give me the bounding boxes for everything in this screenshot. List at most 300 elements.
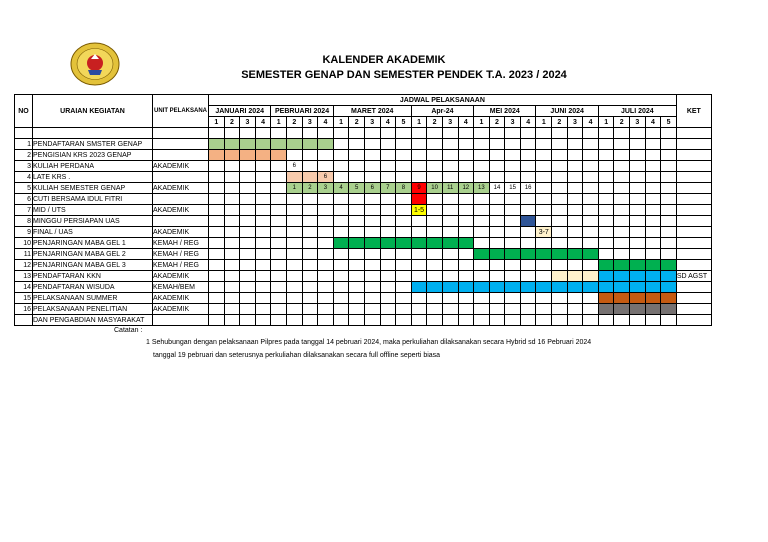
schedule-cell xyxy=(255,260,271,271)
schedule-cell xyxy=(318,227,334,238)
schedule-cell xyxy=(411,271,427,282)
empty-cell xyxy=(567,128,583,139)
schedule-cell xyxy=(271,304,287,315)
row-activity: MID / UTS xyxy=(33,205,153,216)
schedule-cell xyxy=(380,194,396,205)
schedule-cell xyxy=(598,304,614,315)
schedule-cell xyxy=(630,238,646,249)
week-number-header: 1 xyxy=(536,117,552,128)
schedule-cell xyxy=(333,172,349,183)
empty-cell xyxy=(458,128,474,139)
schedule-cell xyxy=(489,271,505,282)
row-unit: AKADEMIK xyxy=(153,271,209,282)
schedule-cell xyxy=(396,260,412,271)
schedule-cell xyxy=(536,271,552,282)
schedule-cell xyxy=(474,282,490,293)
row-activity: PENDAFTARAN WISUDA xyxy=(33,282,153,293)
schedule-cell xyxy=(583,161,599,172)
schedule-cell xyxy=(427,216,443,227)
schedule-cell xyxy=(598,282,614,293)
schedule-cell xyxy=(349,249,365,260)
schedule-cell-label: 2 xyxy=(308,185,312,191)
row-unit: AKADEMIK xyxy=(153,227,209,238)
schedule-cell xyxy=(598,161,614,172)
schedule-cell xyxy=(442,282,458,293)
row-ket xyxy=(676,139,711,150)
week-number-header: 4 xyxy=(255,117,271,128)
schedule-cell xyxy=(567,161,583,172)
schedule-cell xyxy=(364,205,380,216)
schedule-cell xyxy=(520,238,536,249)
schedule-cell xyxy=(380,161,396,172)
schedule-cell-label: 6 xyxy=(292,163,296,169)
schedule-cell xyxy=(442,315,458,326)
schedule-cell xyxy=(489,150,505,161)
schedule-cell-label: 5 xyxy=(354,185,359,191)
schedule-cell xyxy=(302,293,318,304)
schedule-cell xyxy=(333,139,349,150)
schedule-cell xyxy=(567,194,583,205)
row-unit: KEMAH / REG xyxy=(153,238,209,249)
schedule-cell xyxy=(364,260,380,271)
schedule-cell xyxy=(286,315,302,326)
row-unit: KEMAH / REG xyxy=(153,260,209,271)
schedule-cell xyxy=(333,227,349,238)
schedule-cell xyxy=(411,216,427,227)
schedule-cell xyxy=(489,172,505,183)
schedule-cell xyxy=(427,161,443,172)
schedule-cell xyxy=(224,150,240,161)
week-number-header: 2 xyxy=(552,117,568,128)
row-activity: MINGGU PERSIAPAN UAS xyxy=(33,216,153,227)
schedule-cell-label: 15 xyxy=(509,185,516,191)
schedule-cell xyxy=(411,227,427,238)
note-line-2: tanggal 19 pebruari dan seterusnya perkuliahan dilaksanakan secara full offline seperti biasa xyxy=(153,352,441,359)
schedule-cell xyxy=(302,194,318,205)
schedule-cell xyxy=(552,293,568,304)
schedule-cell xyxy=(630,304,646,315)
schedule-cell xyxy=(349,194,365,205)
header-row-1 xyxy=(15,95,712,106)
row-unit xyxy=(153,172,209,183)
row-number: 15 xyxy=(15,293,33,304)
schedule-cell xyxy=(349,161,365,172)
table-row xyxy=(15,161,712,172)
schedule-cell xyxy=(583,271,599,282)
schedule-cell xyxy=(505,216,521,227)
schedule-cell xyxy=(427,205,443,216)
schedule-cell xyxy=(380,183,396,194)
schedule-cell xyxy=(286,161,302,172)
schedule-cell xyxy=(520,315,536,326)
schedule-cell xyxy=(364,238,380,249)
schedule-cell xyxy=(474,227,490,238)
table-row xyxy=(15,293,712,304)
empty-cell xyxy=(552,128,568,139)
schedule-cell xyxy=(364,161,380,172)
schedule-cell xyxy=(271,227,287,238)
week-number-header: 3 xyxy=(442,117,458,128)
schedule-cell xyxy=(427,183,443,194)
table-row xyxy=(15,304,712,315)
row-activity: LATE KRS . xyxy=(33,172,153,183)
schedule-cell xyxy=(224,139,240,150)
schedule-cell-label: 9 xyxy=(417,185,421,191)
schedule-cell xyxy=(583,194,599,205)
schedule-cell xyxy=(302,139,318,150)
notes-label: Catatan : xyxy=(114,327,143,334)
schedule-cell xyxy=(645,139,661,150)
schedule-cell xyxy=(333,216,349,227)
schedule-cell xyxy=(442,304,458,315)
schedule-cell xyxy=(661,150,677,161)
schedule-cell xyxy=(396,249,412,260)
schedule-cell xyxy=(255,304,271,315)
schedule-cell xyxy=(489,315,505,326)
row-number: 7 xyxy=(15,205,33,216)
schedule-cell xyxy=(489,282,505,293)
schedule-cell xyxy=(630,183,646,194)
schedule-cell xyxy=(567,304,583,315)
schedule-cell xyxy=(224,205,240,216)
empty-cell xyxy=(302,128,318,139)
week-number-header: 1 xyxy=(333,117,349,128)
schedule-cell xyxy=(224,249,240,260)
empty-cell xyxy=(271,128,287,139)
schedule-cell xyxy=(286,183,302,194)
schedule-cell xyxy=(520,249,536,260)
row-number: 5 xyxy=(15,183,33,194)
row-activity: PENJARINGAN MABA GEL 2 xyxy=(33,249,153,260)
schedule-cell xyxy=(567,315,583,326)
schedule-cell xyxy=(255,183,271,194)
schedule-cell xyxy=(271,271,287,282)
schedule-cell xyxy=(583,315,599,326)
schedule-cell xyxy=(474,216,490,227)
schedule-cell xyxy=(380,293,396,304)
schedule-cell xyxy=(286,293,302,304)
schedule-cell xyxy=(286,194,302,205)
schedule-cell xyxy=(240,304,256,315)
schedule-cell xyxy=(614,304,630,315)
empty-cell xyxy=(645,128,661,139)
row-ket xyxy=(676,282,711,293)
schedule-cell xyxy=(224,304,240,315)
schedule-cell xyxy=(458,205,474,216)
schedule-cell xyxy=(349,139,365,150)
schedule-cell xyxy=(209,271,225,282)
schedule-cell xyxy=(614,315,630,326)
schedule-cell xyxy=(598,260,614,271)
schedule-cell xyxy=(614,260,630,271)
schedule-cell xyxy=(474,194,490,205)
schedule-cell xyxy=(458,194,474,205)
empty-cell xyxy=(411,128,427,139)
schedule-cell xyxy=(536,315,552,326)
schedule-cell xyxy=(318,271,334,282)
schedule-cell xyxy=(396,282,412,293)
schedule-cell xyxy=(224,227,240,238)
schedule-cell xyxy=(255,293,271,304)
schedule-cell xyxy=(474,293,490,304)
row-number: 6 xyxy=(15,194,33,205)
week-number-header: 3 xyxy=(240,117,256,128)
table-row xyxy=(15,139,712,150)
schedule-cell xyxy=(364,249,380,260)
schedule-cell xyxy=(536,161,552,172)
schedule-cell xyxy=(209,172,225,183)
schedule-cell xyxy=(255,216,271,227)
header-jadwal: JADWAL PELAKSANAAN xyxy=(209,95,677,106)
schedule-cell xyxy=(427,227,443,238)
schedule-cell xyxy=(583,150,599,161)
schedule-cell xyxy=(552,271,568,282)
row-number: 8 xyxy=(15,216,33,227)
schedule-cell xyxy=(349,150,365,161)
schedule-cell xyxy=(396,172,412,183)
schedule-cell xyxy=(411,183,427,194)
schedule-cell xyxy=(520,271,536,282)
schedule-cell xyxy=(209,139,225,150)
empty-cell xyxy=(630,128,646,139)
schedule-cell xyxy=(442,194,458,205)
row-activity: KULIAH PERDANA xyxy=(33,161,153,172)
schedule-cell xyxy=(396,161,412,172)
schedule-cell xyxy=(240,172,256,183)
schedule-cell xyxy=(302,238,318,249)
row-number: 16 xyxy=(15,304,33,315)
schedule-cell xyxy=(318,304,334,315)
schedule-cell xyxy=(614,238,630,249)
schedule-cell xyxy=(380,315,396,326)
week-number-header: 2 xyxy=(614,117,630,128)
schedule-cell xyxy=(364,227,380,238)
schedule-cell xyxy=(645,271,661,282)
schedule-cell-label: 1-5 xyxy=(413,206,425,214)
month-header: JUNI 2024 xyxy=(536,106,598,117)
row-ket xyxy=(676,227,711,238)
schedule-cell xyxy=(474,260,490,271)
note-line-1: 1 Sehubungan dengan pelaksanaan Pilpres pada tanggal 14 pebruari 2024, maka perkuliahan dilaksanakan secara Hybrid sd 16 Pebruari 2024 xyxy=(146,339,592,346)
schedule-cell xyxy=(318,172,334,183)
row-activity: PENGISIAN KRS 2023 GENAP xyxy=(33,150,153,161)
row-ket xyxy=(676,249,711,260)
row-number: 4 xyxy=(15,172,33,183)
schedule-cell xyxy=(442,271,458,282)
schedule-cell xyxy=(333,194,349,205)
table-row xyxy=(15,227,712,238)
schedule-cell xyxy=(224,172,240,183)
schedule-cell xyxy=(396,271,412,282)
schedule-cell xyxy=(255,139,271,150)
schedule-cell xyxy=(396,227,412,238)
schedule-cell xyxy=(209,293,225,304)
schedule-cell xyxy=(598,216,614,227)
schedule-cell xyxy=(505,183,521,194)
schedule-cell xyxy=(583,238,599,249)
schedule-cell xyxy=(271,161,287,172)
month-header: JANUARI 2024 xyxy=(209,106,271,117)
schedule-cell xyxy=(396,304,412,315)
schedule-cell xyxy=(630,271,646,282)
schedule-cell xyxy=(442,238,458,249)
schedule-cell xyxy=(271,249,287,260)
schedule-cell xyxy=(474,249,490,260)
schedule-cell xyxy=(598,183,614,194)
schedule-cell xyxy=(286,227,302,238)
week-number-header: 1 xyxy=(598,117,614,128)
schedule-cell xyxy=(474,172,490,183)
schedule-cell xyxy=(442,139,458,150)
schedule-cell xyxy=(349,282,365,293)
schedule-cell xyxy=(224,238,240,249)
schedule-cell xyxy=(661,172,677,183)
schedule-cell xyxy=(520,293,536,304)
schedule-cell xyxy=(520,260,536,271)
schedule-cell xyxy=(364,293,380,304)
schedule-cell xyxy=(427,260,443,271)
schedule-cell xyxy=(364,150,380,161)
schedule-cell xyxy=(209,260,225,271)
schedule-cell xyxy=(411,205,427,216)
schedule-cell xyxy=(536,183,552,194)
empty-cell xyxy=(364,128,380,139)
schedule-cell xyxy=(349,183,365,194)
schedule-cell xyxy=(505,172,521,183)
schedule-cell xyxy=(614,172,630,183)
schedule-cell-label: 3-7 xyxy=(538,228,549,236)
week-number-header: 3 xyxy=(364,117,380,128)
schedule-cell xyxy=(489,304,505,315)
schedule-cell xyxy=(286,304,302,315)
schedule-cell xyxy=(645,216,661,227)
schedule-cell xyxy=(240,249,256,260)
schedule-cell xyxy=(520,161,536,172)
schedule-cell xyxy=(271,139,287,150)
schedule-cell xyxy=(364,315,380,326)
schedule-cell xyxy=(364,271,380,282)
row-ket xyxy=(676,194,711,205)
schedule-cell xyxy=(411,282,427,293)
schedule-cell xyxy=(552,238,568,249)
week-number-header: 5 xyxy=(396,117,412,128)
schedule-cell-label: 8 xyxy=(401,185,406,191)
month-header: JULI 2024 xyxy=(598,106,676,117)
schedule-cell xyxy=(442,227,458,238)
schedule-cell-label: 7 xyxy=(386,185,390,191)
schedule-cell xyxy=(380,304,396,315)
schedule-cell xyxy=(661,216,677,227)
schedule-cell xyxy=(520,205,536,216)
schedule-cell xyxy=(645,282,661,293)
schedule-cell xyxy=(271,216,287,227)
schedule-cell xyxy=(645,205,661,216)
schedule-cell xyxy=(645,150,661,161)
schedule-cell xyxy=(442,172,458,183)
schedule-cell xyxy=(567,238,583,249)
schedule-cell xyxy=(458,282,474,293)
empty-cell xyxy=(442,128,458,139)
schedule-cell xyxy=(255,150,271,161)
schedule-cell xyxy=(630,150,646,161)
schedule-cell xyxy=(333,304,349,315)
schedule-cell xyxy=(598,172,614,183)
schedule-cell xyxy=(240,194,256,205)
schedule-cell xyxy=(411,139,427,150)
schedule-cell xyxy=(520,227,536,238)
empty-cell xyxy=(153,128,209,139)
schedule-cell xyxy=(364,282,380,293)
schedule-cell xyxy=(630,139,646,150)
page-subtitle: SEMESTER GENAP DAN SEMESTER PENDEK T.A. 2023 / 2024 xyxy=(241,69,567,81)
schedule-cell xyxy=(552,161,568,172)
week-number-header: 1 xyxy=(271,117,287,128)
schedule-cell xyxy=(364,216,380,227)
schedule-cell xyxy=(661,194,677,205)
schedule-cell xyxy=(645,260,661,271)
schedule-cell xyxy=(396,150,412,161)
month-header: PEBRUARI 2024 xyxy=(271,106,333,117)
schedule-cell xyxy=(271,260,287,271)
schedule-cell xyxy=(661,139,677,150)
empty-cell xyxy=(427,128,443,139)
table-row xyxy=(15,216,712,227)
schedule-cell xyxy=(552,194,568,205)
week-number-header: 2 xyxy=(427,117,443,128)
schedule-cell xyxy=(271,150,287,161)
row-ket xyxy=(676,172,711,183)
schedule-cell xyxy=(630,249,646,260)
row-number xyxy=(15,315,33,326)
week-number-header: 5 xyxy=(661,117,677,128)
schedule-cell xyxy=(286,282,302,293)
schedule-cell xyxy=(474,315,490,326)
schedule-cell xyxy=(614,161,630,172)
schedule-cell xyxy=(520,183,536,194)
schedule-cell xyxy=(209,150,225,161)
schedule-cell xyxy=(224,183,240,194)
schedule-cell xyxy=(536,249,552,260)
schedule-cell xyxy=(614,216,630,227)
week-number-header: 2 xyxy=(224,117,240,128)
schedule-cell xyxy=(489,293,505,304)
schedule-cell xyxy=(661,205,677,216)
schedule-cell xyxy=(474,161,490,172)
empty-cell xyxy=(224,128,240,139)
row-activity: CUTI BERSAMA IDUL FITRI xyxy=(33,194,153,205)
schedule-cell xyxy=(396,183,412,194)
week-number-header: 4 xyxy=(318,117,334,128)
schedule-cell xyxy=(255,282,271,293)
schedule-cell xyxy=(520,150,536,161)
row-ket xyxy=(676,150,711,161)
schedule-cell xyxy=(442,205,458,216)
schedule-cell xyxy=(349,238,365,249)
schedule-cell xyxy=(520,216,536,227)
schedule-cell xyxy=(520,304,536,315)
schedule-cell xyxy=(411,161,427,172)
row-unit xyxy=(153,315,209,326)
schedule-cell xyxy=(364,172,380,183)
schedule-cell xyxy=(505,304,521,315)
empty-cell xyxy=(520,128,536,139)
row-number: 3 xyxy=(15,161,33,172)
schedule-cell xyxy=(552,172,568,183)
schedule-cell xyxy=(536,260,552,271)
schedule-cell xyxy=(598,238,614,249)
schedule-cell xyxy=(661,227,677,238)
week-number-header: 2 xyxy=(489,117,505,128)
